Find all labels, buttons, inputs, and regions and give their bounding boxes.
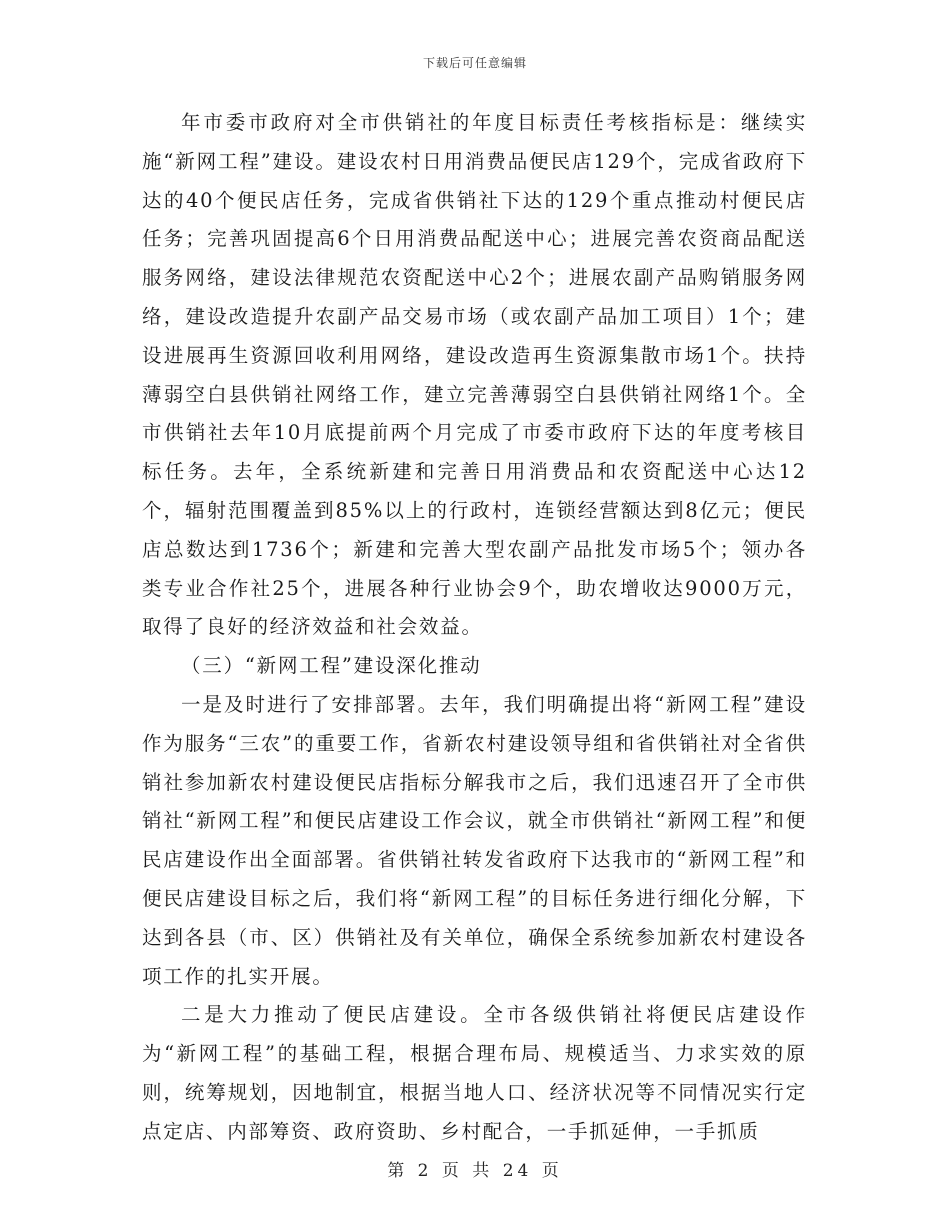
page-footer: 第 2 页 共 24 页 bbox=[387, 1161, 563, 1181]
paragraph: 二是大力推动了便民店建设。全市各级供销社将便民店建设作为“新网工程”的基础工程，根据合理布局、规模适当、力求实效的原则，统筹规划，因地制宜，根据当地人口、经济状况等不同情况实行定点定店、内部筹资、政府资助、乡村配合，一手抓延伸，一手抓质 bbox=[142, 1003, 807, 1143]
section-heading: （三）“新网工程”建设深化推动 bbox=[181, 654, 482, 678]
paragraph: 一是及时进行了安排部署。去年，我们明确提出将“新网工程”建设作为服务“三农”的重要工作，省新农村建设领导组和省供销社对全省供销社参加新农村建设便民店指标分解我市之后，我们迅速召开了全市供销社“新网工程”和便民店建设工作会议，就全市供销社“新网工程”和便民店建设作出全面部署。省供销社转发省政府下达我市的“新网工程”和便民店建设目标之后，我们将“新网工程”的目标任务进行细化分解，下达到各县（市、区）供销社及有关单位，确保全系统参加新农村建设各项工作的扎实开展。 bbox=[142, 692, 807, 988]
paragraph: 年市委市政府对全市供销社的年度目标责任考核指标是：继续实施“新网工程”建设。建设农村日用消费品便民店129个，完成省政府下达的40个便民店任务，完成省供销社下达的129个重点推动村便民店任务；完善巩固提高6个日用消费品配送中心；进展完善农资商品配送服务网络，建设法律规范农资配送中心2个；进展农副产品购销服务网络，建设改造提升农副产品交易市场（或农副产品加工项目）1个；建设进展再生资源回收利用网络，建设改造再生资源集散市场1个。扶持薄弱空白县供销社网络工作，建立完善薄弱空白县供销社网络1个。全市供销社去年10月底提前两个月完成了市委市政府下达的年度考核目标任务。去年，全系统新建和完善日用消费品和农资配送中心达12个，辐射范围覆盖到85%以上的行政村，连锁经营额达到8亿元；便民店总数达到1736个；新建和完善大型农副产品批发市场5个；领办各类专业合作社25个，进展各种行业协会9个，助农增收达9000万元，取得了良好的经济效益和社会效益。 bbox=[142, 111, 807, 639]
page-header: 下载后可任意编辑 bbox=[422, 56, 527, 70]
document-body bbox=[142, 104, 807, 1152]
